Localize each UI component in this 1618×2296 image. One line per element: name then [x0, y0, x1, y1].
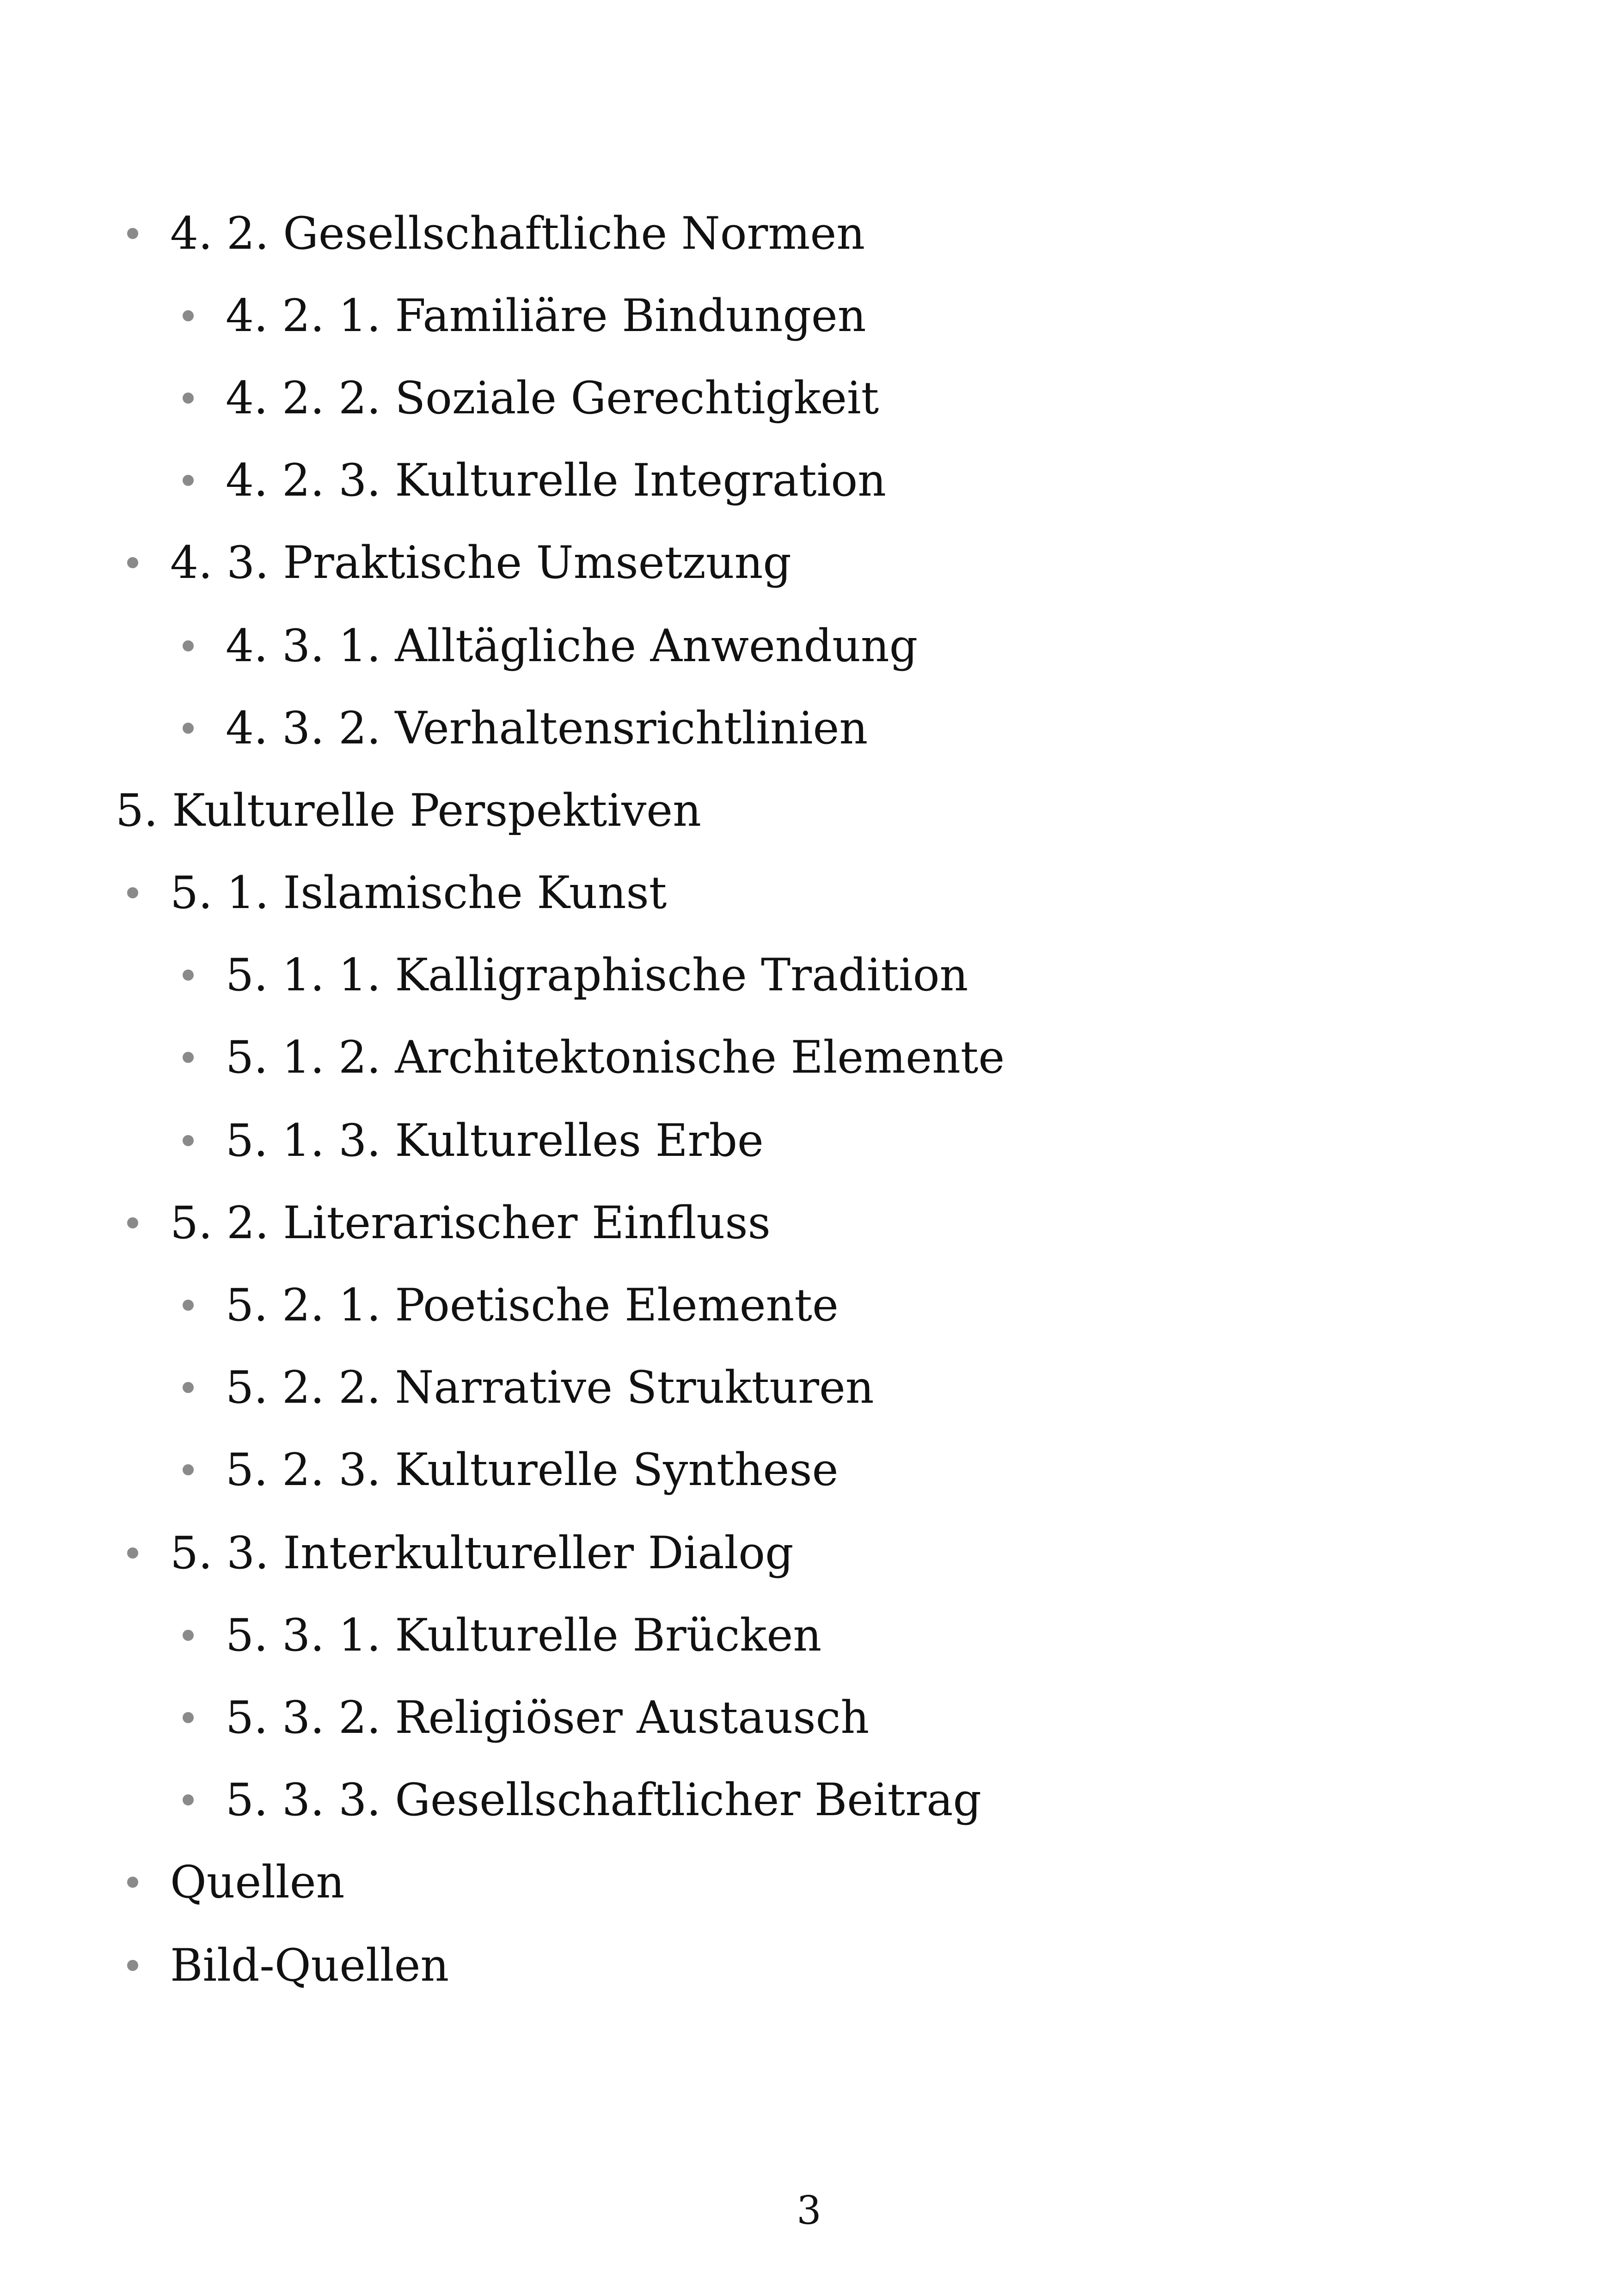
bullet-icon	[127, 1931, 146, 2000]
toc-entry-label: Bild-Quellen	[170, 1940, 449, 1991]
bullet-icon	[127, 1188, 146, 1258]
toc-entry-label: 5. 2. 3. Kulturelle Synthese	[226, 1444, 839, 1496]
bullet-icon	[127, 199, 146, 268]
bullet-icon	[183, 1765, 201, 1835]
bullet-icon	[183, 1106, 201, 1175]
toc-entry-label: Quellen	[170, 1856, 345, 1908]
toc-entry-label: 5. 3. Interkultureller Dialog	[170, 1527, 794, 1579]
toc-entry-label: 5. 3. 3. Gesellschaftlicher Beitrag	[226, 1774, 981, 1826]
bullet-icon	[183, 940, 201, 1010]
bullet-icon	[183, 446, 201, 515]
bullet-icon	[183, 1271, 201, 1340]
toc-entry-label: 5. 2. 1. Poetische Elemente	[226, 1279, 839, 1331]
toc-entry-label: 4. 2. 3. Kulturelle Integration	[226, 454, 886, 506]
toc-entry-label: 5. 1. Islamische Kunst	[170, 867, 667, 919]
toc-entry-label: 4. 3. Praktische Umsetzung	[170, 537, 791, 589]
toc-entry-label: 5. 1. 1. Kalligraphische Tradition	[226, 949, 968, 1001]
toc-entry-label: 5. Kulturelle Perspektiven	[116, 785, 701, 836]
bullet-icon	[183, 694, 201, 763]
toc-entry-label: 5. 3. 1. Kulturelle Brücken	[226, 1609, 822, 1661]
toc-entry-label: 5. 2. Literarischer Einfluss	[170, 1197, 771, 1249]
bullet-icon	[127, 528, 146, 597]
bullet-icon	[183, 611, 201, 681]
bullet-icon	[183, 1023, 201, 1092]
bullet-icon	[183, 281, 201, 350]
toc-entry-label: 5. 1. 3. Kulturelles Erbe	[226, 1115, 764, 1166]
toc-entry-label: 4. 2. 2. Soziale Gerechtigkeit	[226, 372, 879, 424]
page-number: 3	[797, 2188, 821, 2233]
bullet-icon	[183, 1601, 201, 1670]
toc-entry-label: 5. 1. 2. Architektonische Elemente	[226, 1031, 1005, 1083]
toc-entry-label: 5. 2. 2. Narrative Strukturen	[226, 1362, 874, 1413]
bullet-icon	[183, 1435, 201, 1504]
bullet-icon	[127, 1848, 146, 1917]
bullet-icon	[127, 858, 146, 927]
bullet-icon	[127, 1518, 146, 1588]
bullet-icon	[183, 363, 201, 433]
toc-entry-label: 5. 3. 2. Religiöser Austausch	[226, 1692, 870, 1743]
toc-entry-label: 4. 2. 1. Familiäre Bindungen	[226, 290, 866, 342]
toc-entry-label: 4. 3. 1. Alltägliche Anwendung	[226, 620, 918, 672]
toc-entry-label: 4. 3. 2. Verhaltensrichtlinien	[226, 702, 868, 754]
toc-entry-label: 4. 2. Gesellschaftliche Normen	[170, 208, 865, 259]
bullet-icon	[183, 1353, 201, 1422]
bullet-icon	[183, 1683, 201, 1752]
